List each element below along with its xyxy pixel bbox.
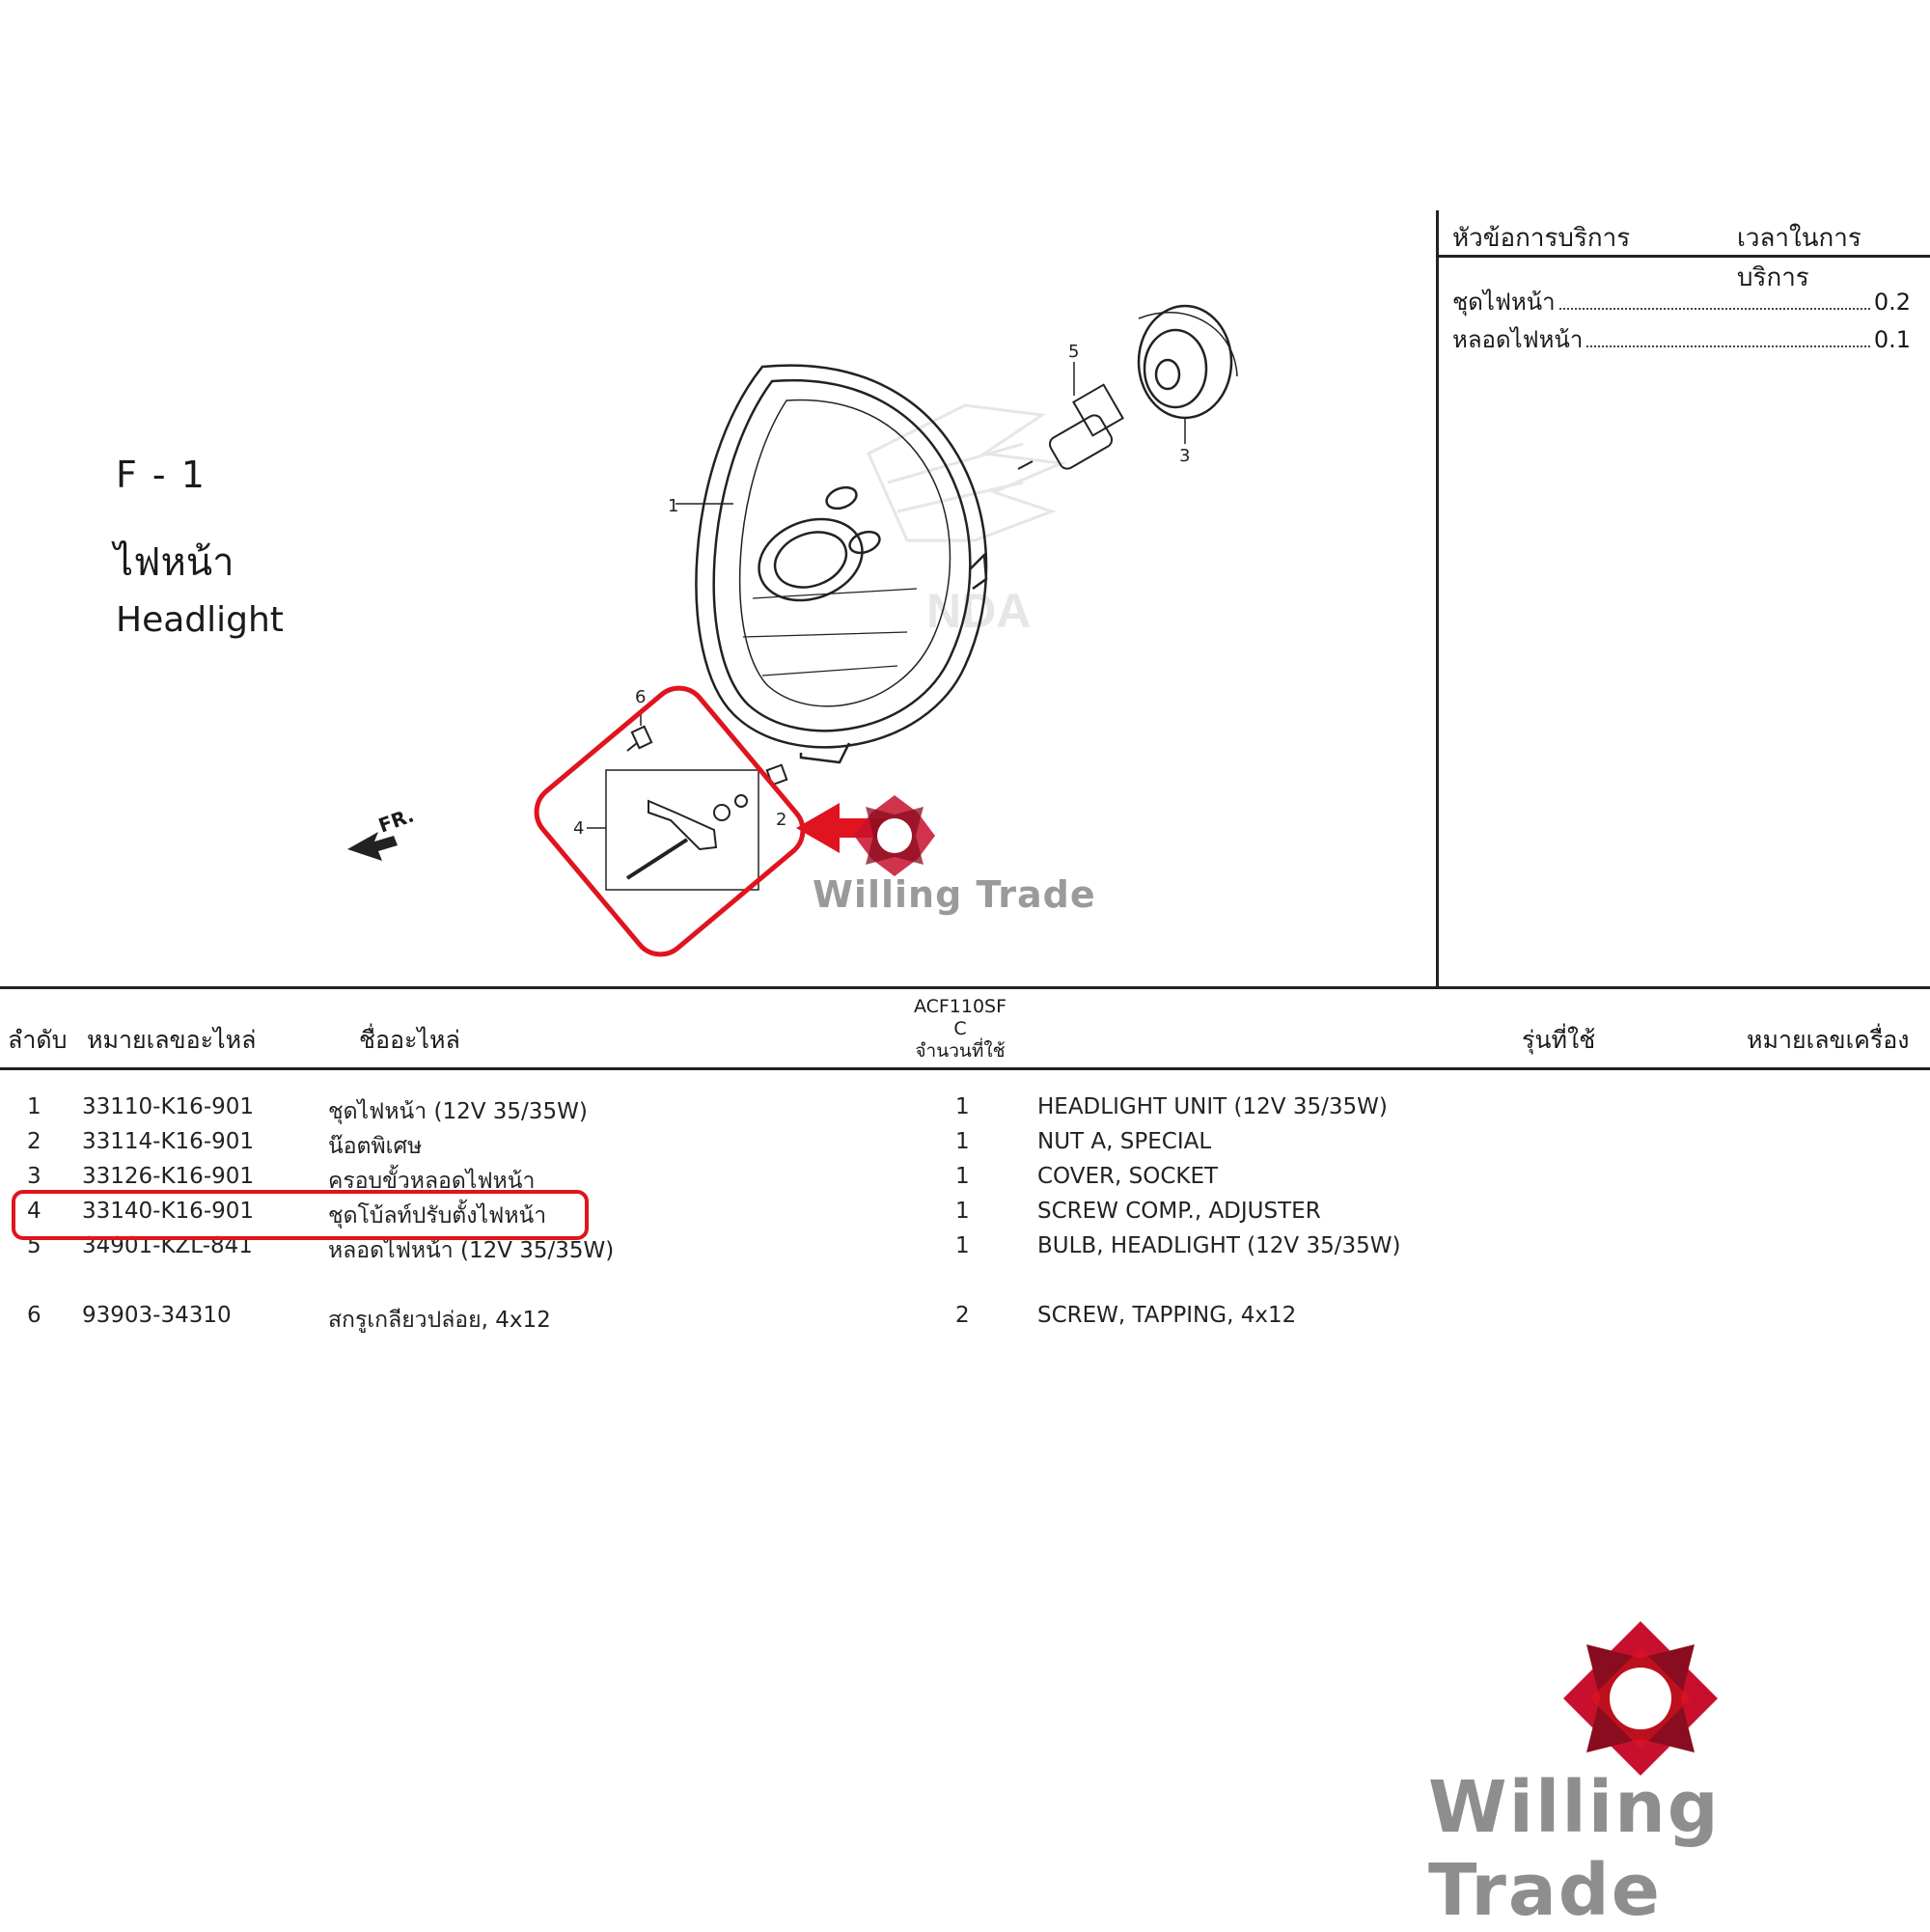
- callout-4: 4: [573, 818, 585, 839]
- callout-3: 3: [1179, 446, 1191, 466]
- header-model-used: รุ่นที่ใช้: [1522, 1026, 1596, 1054]
- header-qty: จำนวนที่ใช้: [915, 1040, 1006, 1062]
- header-model-line2: C: [953, 1018, 967, 1039]
- cell-no: 5: [27, 1233, 41, 1258]
- row-highlight-box: [12, 1190, 589, 1240]
- watermark-logo-icon: [854, 795, 935, 876]
- service-item-time: 0.2: [1873, 289, 1911, 316]
- cell-part-no: 93903-34310: [82, 1303, 232, 1328]
- service-header-time: เวลาในการบริการ: [1737, 224, 1861, 292]
- service-item: [1452, 320, 1911, 358]
- front-label: FR.: [375, 803, 418, 838]
- header-model-qty: [907, 996, 1013, 1063]
- table-row: [0, 1303, 1930, 1338]
- watermark-text: Willing Trade: [813, 873, 1096, 916]
- socket-cover-part-3: [1139, 306, 1237, 418]
- headlight-unit-part-1: [696, 366, 986, 762]
- name-th-text: น๊อตพิเศษ: [328, 1134, 423, 1159]
- section-title-thai: ไฟหน้า: [114, 540, 234, 585]
- leader-dots: [1586, 345, 1870, 347]
- cell-qty: 2: [955, 1303, 970, 1328]
- service-item-time: 0.1: [1873, 326, 1911, 353]
- name-th-text: ชุดไฟหน้า (12V 35/35W): [328, 1099, 588, 1124]
- company-logo-icon: [1558, 1616, 1723, 1780]
- headlight-exploded-diagram: [0, 0, 1428, 975]
- cell-name-en: SCREW COMP., ADJUSTER: [1037, 1199, 1321, 1224]
- header-model-line1: ACF110SF: [913, 996, 1007, 1017]
- header-part-name: ชื่ออะไหล่: [359, 1026, 460, 1054]
- cell-qty: 1: [955, 1164, 970, 1189]
- cell-name-en: SCREW, TAPPING, 4x12: [1037, 1303, 1297, 1328]
- table-top-rule: [0, 986, 1930, 989]
- cell-part-no: 34901-KZL-841: [82, 1233, 253, 1258]
- cell-qty: 1: [955, 1094, 970, 1119]
- cell-name-en: BULB, HEADLIGHT (12V 35/35W): [1037, 1233, 1401, 1258]
- cell-name-en: HEADLIGHT UNIT (12V 35/35W): [1037, 1094, 1388, 1119]
- cell-no: 1: [27, 1094, 41, 1119]
- service-header-topic: หัวข้อการบริการ: [1452, 224, 1631, 253]
- cell-qty: 1: [955, 1233, 970, 1258]
- header-no: ลำดับ: [8, 1026, 68, 1054]
- callout-5: 5: [1068, 342, 1080, 362]
- cell-name-en: COVER, SOCKET: [1037, 1164, 1219, 1189]
- cell-no: 2: [27, 1129, 41, 1154]
- front-arrow-icon: [347, 832, 398, 861]
- name-th-text: ครอบขั้วหลอดไฟหน้า: [328, 1169, 536, 1194]
- callout-1: 1: [668, 496, 679, 516]
- section-code: F - 1: [116, 454, 207, 496]
- header-part-no: หมายเลขอะไหล่: [87, 1026, 257, 1054]
- callout-6: 6: [635, 687, 647, 707]
- company-logo-text: Willing Trade: [1428, 1766, 1721, 1932]
- cell-qty: 1: [955, 1129, 970, 1154]
- cell-part-no: 33114-K16-901: [82, 1129, 255, 1154]
- cell-qty: 1: [955, 1199, 970, 1224]
- header-engine-no: หมายเลขเครื่อง: [1747, 1026, 1910, 1054]
- table-row: [0, 1094, 1930, 1129]
- service-item-label: หลอดไฟหน้า: [1452, 326, 1584, 353]
- cell-no: 4: [27, 1199, 41, 1224]
- name-th-text: หลอดไฟหน้า (12V 35/35W): [328, 1238, 615, 1263]
- service-item: [1452, 283, 1911, 320]
- brand-text-watermark: NDA: [926, 584, 1032, 638]
- screw-part-6: [627, 727, 651, 751]
- cell-name-en: NUT A, SPECIAL: [1037, 1129, 1212, 1154]
- panel-divider: [1436, 210, 1439, 988]
- cell-part-no: 33126-K16-901: [82, 1164, 255, 1189]
- service-item-label: ชุดไฟหน้า: [1452, 289, 1556, 316]
- name-th-text: สกรูเกลียวปล่อย, 4x12: [328, 1308, 551, 1333]
- callout-2: 2: [776, 810, 787, 830]
- cell-part-no: 33140-K16-901: [82, 1199, 255, 1224]
- cell-part-no: 33110-K16-901: [82, 1094, 255, 1119]
- section-title-english: Headlight: [116, 600, 284, 640]
- leader-dots: [1559, 308, 1870, 310]
- cell-no: 6: [27, 1303, 41, 1328]
- cell-no: 3: [27, 1164, 41, 1189]
- table-row: [0, 1129, 1930, 1164]
- adjuster-assembly-part-4: [606, 770, 758, 890]
- name-th-text: ชุดโบ้ลท์ปรับตั้งไฟหน้า: [328, 1203, 547, 1228]
- table-header-rule: [0, 1067, 1930, 1070]
